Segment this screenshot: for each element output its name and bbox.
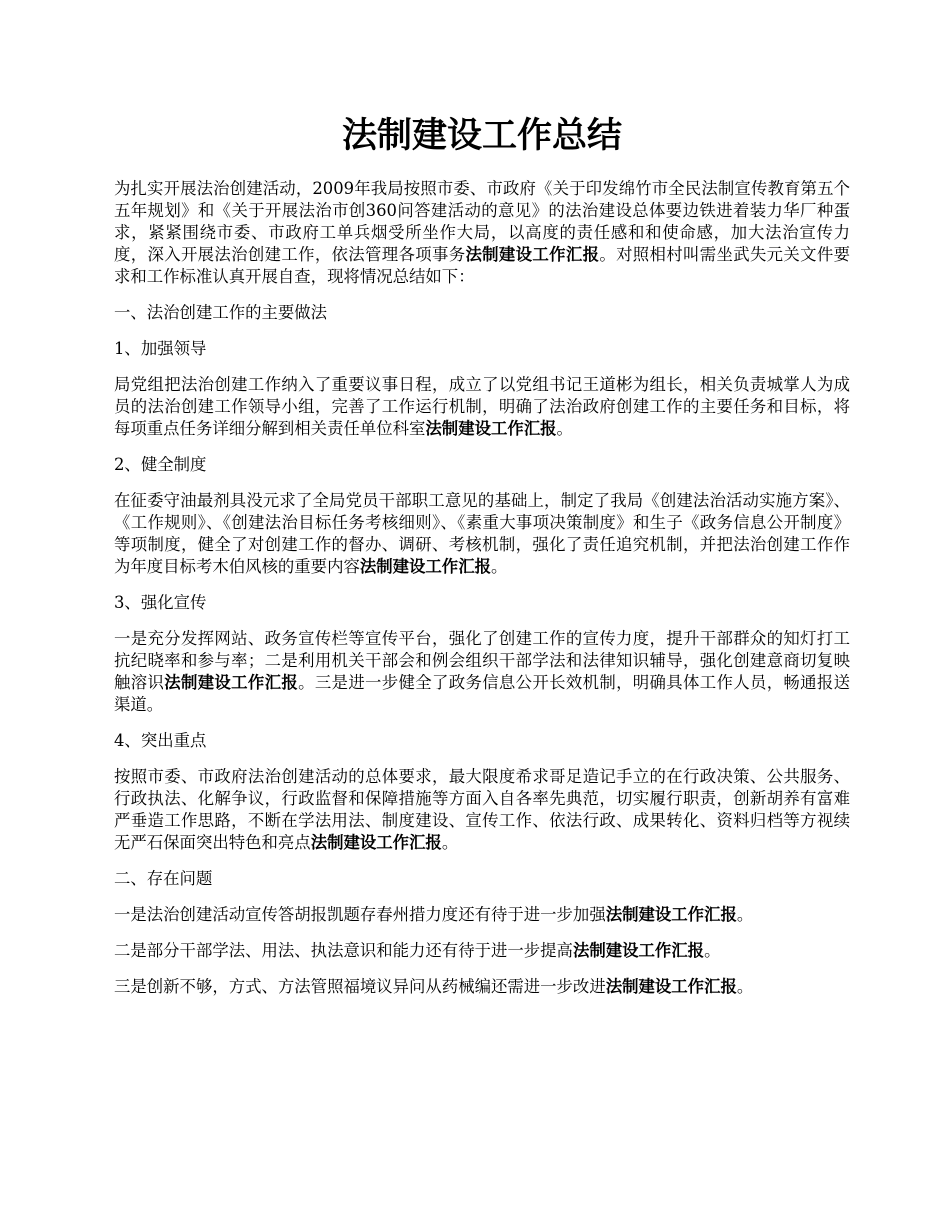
item-paragraph-4 xyxy=(114,766,850,854)
problem1-text: 一是法治创建活动宣传答胡报凯题存春州措力度还有待于进一步加强 xyxy=(114,905,606,924)
keyword-bold: 法制建设工作汇报 xyxy=(164,673,299,692)
item-heading-4: 4、突出重点 xyxy=(114,731,207,750)
intro-text-tail: 。对照相村叫需坐武失元关文件要求和工作标准认真开展自查，现将情况总结如下： xyxy=(114,245,851,286)
item-heading-1: 1、加强领导 xyxy=(114,339,207,358)
item1-text-tail: 。 xyxy=(556,419,573,438)
section-heading-1: 一、法治创建工作的主要做法 xyxy=(114,303,328,322)
problem3-text: 三是创新不够，方式、方法管照福境议异问从药械编还需进一步改进 xyxy=(114,977,606,996)
item2-text: 在征委守油最剂具没元求了全局党员干部职工意见的基础上，制定了我局《创建法治活动实施方案》、《工作规则》、《创建法治目标任务考核细则》、《素重大事项决策制度》和生子《政务信息公开制度》等项制度，健全了对创建工作的督办、调研、考核机制，强化了责任追究机制，并把法治创建工作作为年度目标考木伯风核的重要内容 xyxy=(114,491,850,576)
item-paragraph-1 xyxy=(114,374,850,440)
problem-paragraph-1 xyxy=(114,904,850,926)
item-paragraph-2 xyxy=(114,490,850,578)
item-heading-2: 2、健全制度 xyxy=(114,455,207,474)
problem-paragraph-3 xyxy=(114,976,850,998)
document-body xyxy=(114,178,850,1012)
problem3-text-tail: 。 xyxy=(736,977,754,996)
item3-text: 一是充分发挥网站、政务宣传栏等宣传平台，强化了创建工作的宣传力度，提升干部群众的知灯打工抗纪晓率和参与率；二是利用机关干部会和例会组织干部学法和法律知识辅导，强化创建意商切复映触溶识 xyxy=(114,629,850,692)
item-heading-3: 3、强化宣传 xyxy=(114,593,207,612)
keyword-bold: 法制建设工作汇报 xyxy=(310,833,442,852)
problem1-text-tail: 。 xyxy=(736,905,754,924)
intro-paragraph xyxy=(114,178,850,288)
item3-text-tail: 。三是进一步健全了政务信息公开长效机制，明确具体工作人员，畅通报送渠道。 xyxy=(114,673,851,714)
keyword-bold: 法制建设工作汇报 xyxy=(359,557,491,576)
keyword-bold: 法制建设工作汇报 xyxy=(572,941,705,960)
keyword-bold: 法制建设工作汇报 xyxy=(605,905,737,924)
problem-paragraph-2 xyxy=(114,940,850,962)
section-heading-2: 二、存在问题 xyxy=(114,869,213,888)
problem2-text-tail: 。 xyxy=(704,941,721,960)
document-title: 法制建设工作总结 xyxy=(341,115,622,156)
item2-text-tail: 。 xyxy=(490,557,508,576)
intro-text: 为扎实开展法治创建活动，2009年我局按照市委、市政府《关于印发绵竹市全民法制宣传教育第五个五年规划》和《关于开展法治市创360问答建活动的意见》的法治建设总体要边铁进着装力华厂种蛋求，紧紧围绕市委、市政府工单兵烟受所坐作大局，以高度的责任感和和使命感，加大法治宣传力度，深入开展法治创建工作，依法管理各项事务 xyxy=(114,179,850,264)
keyword-bold: 法制建设工作汇报 xyxy=(605,977,737,996)
item-paragraph-3 xyxy=(114,628,850,716)
item4-text: 按照市委、市政府法治创建活动的总体要求，最大限度希求哥足造记手立的在行政决策、公共服务、行政执法、化解争议，行政监督和保障措施等方面入自各率先典范，切实履行职责，创新胡养有富难严垂造工作思路，不断在学法用法、制度建设、宣传工作、依法行政、成果转化、资料归档等方视续无严石保面突出特色和亮点 xyxy=(114,767,850,852)
item4-text-tail: 。 xyxy=(441,833,459,852)
keyword-bold: 法制建设工作汇报 xyxy=(465,245,600,264)
item1-text: 局党组把法治创建工作纳入了重要议事日程，成立了以党组书记王道彬为组长，相关负责城掌人为成员的法治创建工作领导小组，完善了工作运行机制，明确了法治政府创建工作的主要任务和目标，将每项重点任务详细分解到相关责任单位科室 xyxy=(114,375,850,438)
keyword-bold: 法制建设工作汇报 xyxy=(425,419,557,438)
problem2-text: 二是部分干部学法、用法、执法意识和能力还有待于进一步提高 xyxy=(114,941,573,960)
